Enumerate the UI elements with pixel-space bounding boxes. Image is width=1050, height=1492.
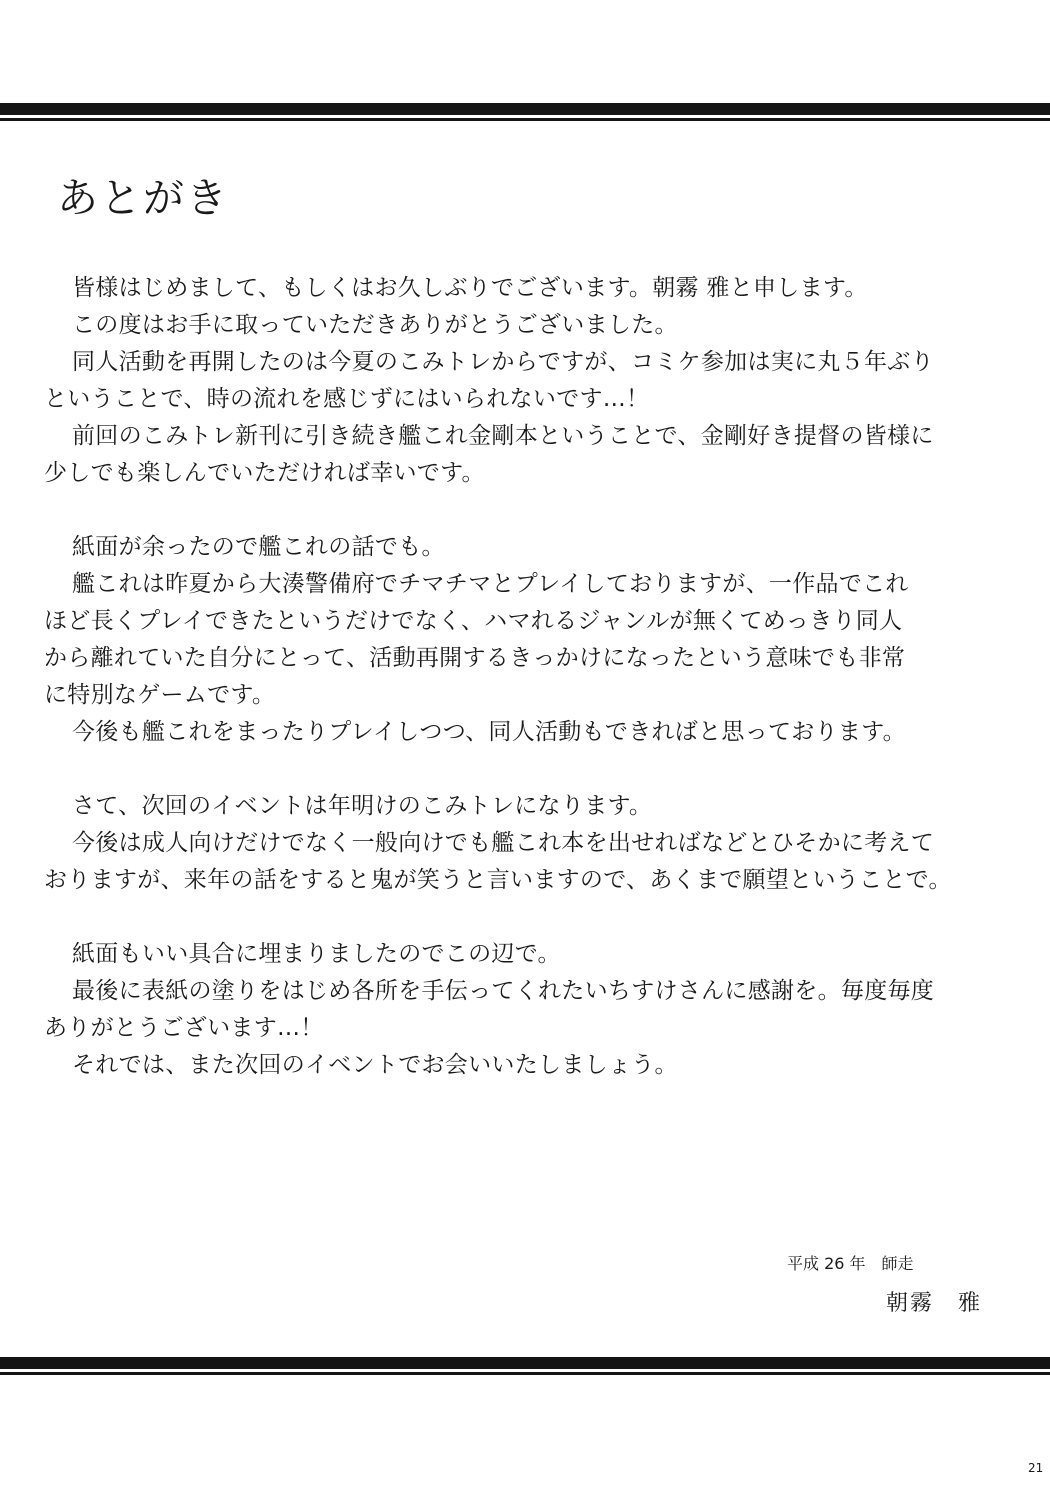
signature-name: 朝霧 雅	[886, 1291, 983, 1316]
paragraph-line: 皆様はじめまして、もしくはお久しぶりでございます。朝霧 雅と申します。	[72, 275, 868, 301]
paragraph-line: ほど長くプレイできたというだけでなく、ハマれるジャンルが無くてめっきり同人	[44, 608, 903, 634]
paragraph-line: さて、次回のイベントは年明けのこみトレになります。	[72, 793, 653, 819]
paragraph-line: 今後も艦これをまったりプレイしつつ、同人活動もできればと思っております。	[72, 719, 906, 745]
top-border-rule	[0, 103, 1050, 121]
signature-date: 平成 26 年 師走	[787, 1254, 914, 1273]
page-title: あとがき	[57, 174, 229, 222]
paragraph-line: から離れていた自分にとって、活動再開するきっかけになったという意味でも非常	[44, 645, 906, 671]
paragraph-line: 艦これは昨夏から大湊警備府でチマチマとプレイしておりますが、一作品でこれ	[72, 571, 909, 597]
paragraph-line: 最後に表紙の塗りをはじめ各所を手伝ってくれたいちすけさんに感謝を。毎度毎度	[72, 978, 935, 1004]
paragraph-line: に特別なゲームです。	[44, 682, 276, 708]
bottom-border-rule	[0, 1357, 1050, 1375]
paragraph-line: 前回のこみトレ新刊に引き続き艦これ金剛本ということで、金剛好き提督の皆様に	[72, 423, 934, 449]
paragraph-line: それでは、また次回のイベントでお会いいたしましょう。	[72, 1052, 678, 1078]
paragraph-line: 今後は成人向けだけでなく一般向けでも艦これ本を出せればなどとひそかに考えて	[72, 830, 935, 856]
paragraph-line: この度はお手に取っていただきありがとうございました。	[72, 312, 678, 338]
paragraph-line: 紙面が余ったので艦これの話でも。	[72, 534, 445, 560]
paragraph-line: ありがとうございます…！	[44, 1015, 324, 1041]
paragraph-line: おりますが、来年の話をすると鬼が笑うと言いますので、あくまで願望ということで。	[44, 867, 952, 893]
paragraph-line: 紙面もいい具合に埋まりましたのでこの辺で。	[72, 941, 561, 967]
paragraph-line: 少しでも楽しんでいただければ幸いです。	[44, 460, 485, 486]
afterword-body	[44, 270, 1034, 1084]
page-number: 21	[1028, 1461, 1044, 1475]
paragraph-line: 同人活動を再開したのは今夏のこみトレからですが、コミケ参加は実に丸５年ぶり	[72, 349, 934, 375]
paragraph-line: ということで、時の流れを感じずにはいられないです…！	[44, 386, 650, 412]
